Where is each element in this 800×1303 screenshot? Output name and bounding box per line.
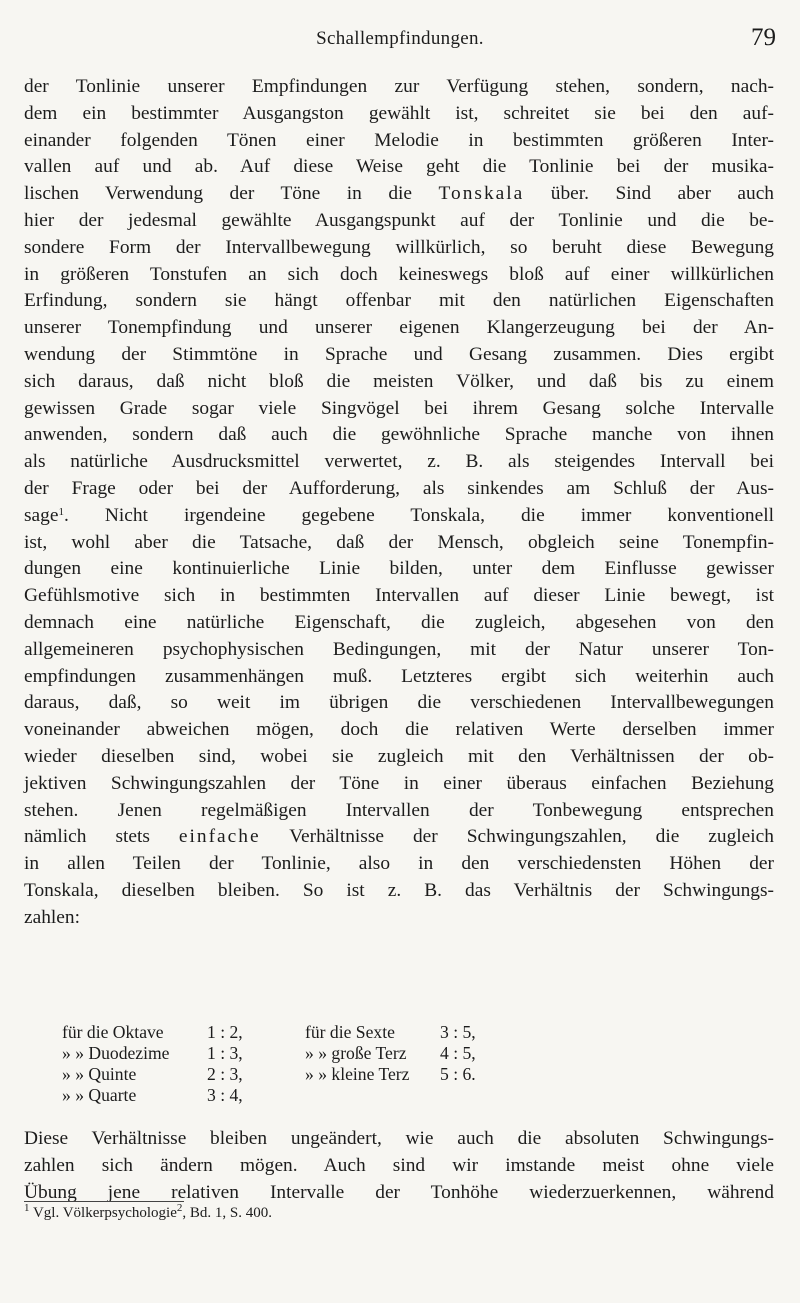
interval-ratio: 1 : 3, bbox=[207, 1043, 243, 1063]
footnote-marker: 1 bbox=[58, 505, 64, 518]
text-line: Übung jene relativen Intervalle der Tonhöhe wiederzuerkennen, während bbox=[24, 1181, 774, 1203]
text-line: unserer Tonempfindung und unserer eigenen Klangerzeugung bei der An- bbox=[24, 317, 774, 339]
text-line: hier der jedesmal gewählte Ausgangspunkt auf der Tonlinie und die be- bbox=[24, 209, 774, 231]
text-segment: sage bbox=[24, 504, 59, 526]
text-line: wieder dieselben sind, wobei sie zugleich mit den Verhältnissen der ob- bbox=[24, 745, 774, 767]
body-text bbox=[24, 74, 774, 932]
interval-name: für die Oktave bbox=[62, 1022, 164, 1042]
text-line: als natürliche Ausdrucksmittel verwertet, z. B. als steigendes Intervall bei bbox=[24, 451, 774, 473]
text-line: der Frage oder bei der Aufforderung, als sinkendes am Schluß der Aus- bbox=[24, 477, 774, 499]
text-line: anwenden, sondern daß auch die gewöhnliche Sprache manche von ihnen bbox=[24, 424, 774, 446]
text-segment: über. Sind aber auch bbox=[524, 183, 774, 205]
text-line: zahlen: bbox=[24, 906, 80, 928]
footnote-number: 1 bbox=[24, 1202, 30, 1214]
interval-name: » » Duodezime bbox=[62, 1043, 170, 1063]
emphasis-einfache: einfache bbox=[178, 826, 261, 848]
ratio-row bbox=[62, 1064, 662, 1085]
footnote-citation: , Bd. 1, S. 400. bbox=[182, 1205, 272, 1221]
text-line: Gefühlsmotive sich in bestimmten Intervallen auf dieser Linie bewegt, ist bbox=[24, 585, 774, 607]
text-line: Erfindung, sondern sie hängt offenbar mit den natürlichen Eigenschaften bbox=[24, 290, 774, 312]
edition-superscript: 2 bbox=[176, 1202, 183, 1214]
interval-ratio-table bbox=[62, 1022, 662, 1106]
text-line: daraus, daß, so weit im übrigen die verschiedenen Intervallbewegungen bbox=[24, 692, 774, 714]
text-line: allgemeineren psychophysischen Bedingungen, mit der Natur unserer Ton- bbox=[24, 638, 774, 660]
text-segment: Verhältnisse der Schwingungszahlen, die zugleich bbox=[260, 826, 774, 848]
footnote bbox=[24, 1204, 724, 1222]
interval-ratio: 3 : 4, bbox=[207, 1085, 243, 1105]
text-segment: nämlich stets bbox=[24, 826, 150, 848]
interval-ratio: 3 : 5, bbox=[440, 1022, 476, 1042]
text-line: Diese Verhältnisse bleiben ungeändert, wie auch die absoluten Schwingungs- bbox=[24, 1128, 774, 1149]
text-line: gewissen Grade sogar viele Singvögel bei ihrem Gesang solche Intervalle bbox=[24, 397, 774, 419]
interval-ratio: 1 : 2, bbox=[207, 1022, 243, 1042]
interval-ratio: 2 : 3, bbox=[207, 1064, 243, 1084]
text-segment: lischen Verwendung der Töne in die bbox=[24, 183, 413, 205]
interval-ratio: 5 : 6. bbox=[440, 1064, 476, 1084]
text-line: der Tonlinie unserer Empfindungen zur Verfügung stehen, sondern, nach- bbox=[24, 76, 774, 97]
text-line: ist, wohl aber die Tatsache, daß der Mensch, obgleich seine Tonempfin- bbox=[24, 531, 774, 553]
interval-name: » » kleine Terz bbox=[305, 1064, 410, 1084]
text-line: voneinander abweichen mögen, doch die relativen Werte derselben immer bbox=[24, 719, 774, 741]
text-line bbox=[24, 503, 774, 530]
interval-name: » » Quinte bbox=[62, 1064, 137, 1084]
text-line: sondere Form der Intervallbewegung willkürlich, so beruht diese Bewegung bbox=[24, 236, 774, 258]
text-line: in allen Teilen der Tonlinie, also in den verschiedensten Höhen der bbox=[24, 853, 774, 875]
text-line: stehen. Jenen regelmäßigen Intervallen der Tonbewegung entsprechen bbox=[24, 799, 774, 821]
text-line: sich daraus, daß nicht bloß die meisten Völker, und daß bis zu einem bbox=[24, 370, 774, 392]
page-number: 79 bbox=[751, 24, 776, 51]
running-head: Schallempfindungen. bbox=[316, 28, 484, 49]
text-line bbox=[24, 824, 774, 851]
footnote-text: Vgl. Völkerpsychologie bbox=[29, 1205, 177, 1221]
text-line: dem ein bestimmter Ausgangston gewählt ist, schreitet sie bei den auf- bbox=[24, 102, 774, 124]
ratio-row bbox=[62, 1022, 662, 1043]
interval-name: für die Sexte bbox=[305, 1022, 395, 1042]
text-line bbox=[24, 181, 774, 208]
text-line: jektiven Schwingungszahlen der Töne in einer überaus einfachen Beziehung bbox=[24, 772, 774, 794]
text-line: demnach eine natürliche Eigenschaft, die zugleich, abgesehen von den bbox=[24, 611, 774, 633]
ratio-row bbox=[62, 1043, 662, 1064]
text-line: empfindungen zusammenhängen muß. Letzteres ergibt sich weiterhin auch bbox=[24, 665, 774, 687]
text-line: einander folgenden Tönen einer Melodie in bestimmten größeren Inter- bbox=[24, 129, 774, 151]
text-line: in größeren Tonstufen an sich doch keineswegs bloß auf einer willkürlichen bbox=[24, 263, 774, 285]
text-line: zahlen sich ändern mögen. Auch sind wir imstande meist ohne viele bbox=[24, 1154, 774, 1176]
interval-name: » » Quarte bbox=[62, 1085, 137, 1105]
text-line: wendung der Stimmtöne in Sprache und Gesang zusammen. Dies ergibt bbox=[24, 343, 774, 365]
interval-name: » » große Terz bbox=[305, 1043, 407, 1063]
text-line: vallen auf und ab. Auf diese Weise geht die Tonlinie bei der musika- bbox=[24, 156, 774, 178]
text-segment: . Nicht irgendeine gegebene Tonskala, die immer konventionell bbox=[63, 504, 774, 526]
text-line: dungen eine kontinuierliche Linie bilden, unter dem Einflusse gewisser bbox=[24, 558, 774, 580]
text-line: Tonskala, dieselben bleiben. So ist z. B. das Verhältnis der Schwingungs- bbox=[24, 879, 774, 901]
emphasis-tonskala: Tonskala bbox=[438, 183, 525, 205]
page-header bbox=[0, 24, 800, 64]
footnote-divider bbox=[24, 1201, 184, 1202]
ratio-row bbox=[62, 1085, 662, 1106]
interval-ratio: 4 : 5, bbox=[440, 1043, 476, 1063]
body-text-continued bbox=[24, 1126, 774, 1206]
